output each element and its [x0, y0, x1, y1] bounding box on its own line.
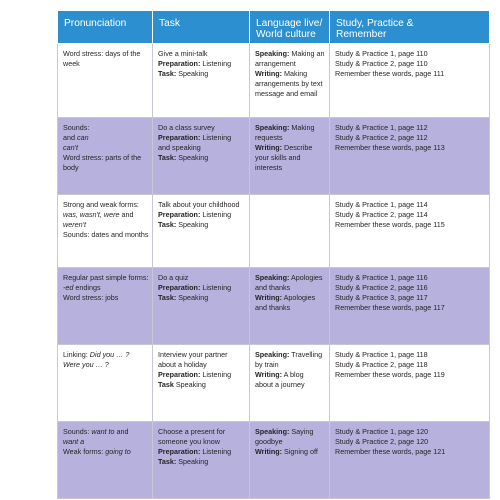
study-line — [335, 133, 484, 143]
language-text-text: Saying — [289, 427, 314, 436]
study-text-text: Remember these words, page 119 — [335, 369, 445, 379]
pronunciation-text-text: and — [63, 132, 77, 142]
study-line — [335, 427, 484, 437]
header-language-live: Language live/ World culture — [250, 11, 330, 44]
pronunciation-line — [63, 350, 147, 360]
study-text-text: Study & Practice 1, page 114 — [335, 200, 428, 209]
pronunciation-text-text: week — [63, 58, 80, 68]
table-header-row — [58, 11, 490, 44]
task-line — [158, 293, 244, 303]
task-line — [158, 447, 244, 457]
task-text-text: Listening — [200, 58, 232, 68]
cell-pronunciation — [58, 195, 153, 268]
table-row — [58, 345, 490, 422]
study-line — [335, 123, 484, 133]
language-line — [255, 143, 324, 153]
pronunciation-line — [63, 427, 147, 437]
cell-task — [153, 345, 250, 422]
cell-task — [153, 268, 250, 345]
task-bold-text: Preparation: — [158, 282, 201, 292]
pronunciation-line — [63, 360, 147, 370]
task-text-text: Speaking — [176, 68, 209, 78]
task-text-text: Talk about your childhood — [158, 200, 240, 209]
pronunciation-line — [63, 437, 147, 447]
pronunciation-text-text: body — [63, 162, 79, 172]
study-line — [335, 143, 484, 153]
language-bold-text: Writing: — [255, 446, 283, 456]
pronunciation-text-text: Sounds: — [63, 123, 90, 132]
cell-task — [153, 118, 250, 195]
language-line — [255, 380, 324, 390]
task-bold-text: Task: — [158, 152, 177, 162]
syllabus-table — [57, 10, 490, 499]
task-bold-text: Task: — [158, 292, 177, 302]
study-line — [335, 447, 484, 457]
pronunciation-text-text: Sounds: dates and months — [63, 229, 149, 239]
task-text-text: about a holiday — [158, 359, 207, 369]
language-text-text: by train — [255, 359, 279, 369]
task-line — [158, 153, 244, 163]
language-text-text: your skills and — [255, 152, 301, 162]
task-line — [158, 69, 244, 79]
header-pronunciation: Pronunciation — [58, 11, 153, 44]
language-line — [255, 79, 324, 89]
language-line — [255, 163, 324, 173]
cell-pronunciation — [58, 422, 153, 499]
table-row — [58, 118, 490, 195]
language-line — [255, 123, 324, 133]
language-line — [255, 437, 324, 447]
study-text-text: Study & Practice 2, page 120 — [335, 436, 429, 446]
study-line — [335, 293, 484, 303]
task-line — [158, 49, 244, 59]
task-bold-text: Preparation: — [158, 132, 201, 142]
task-line — [158, 370, 244, 380]
task-text-text: Interview your partner — [158, 350, 228, 359]
study-text-text: Study & Practice 2, page 118 — [335, 359, 428, 369]
study-text-text: Study & Practice 1, page 116 — [335, 273, 428, 282]
pronunciation-text2-text: and — [114, 427, 129, 436]
pronunciation-line — [63, 59, 147, 69]
language-text-text: and thanks — [255, 302, 291, 312]
pronunciation-italic-text: can — [77, 132, 89, 142]
language-bold-text: Writing: — [255, 292, 283, 302]
task-line — [158, 200, 244, 210]
cell-pronunciation — [58, 44, 153, 118]
cell-task — [153, 195, 250, 268]
language-bold-text: Speaking: — [255, 427, 290, 436]
language-text-text: arrangements by text — [255, 78, 323, 88]
pronunciation-text-text: Sounds: — [63, 427, 92, 436]
pronunciation-line — [63, 153, 147, 163]
study-line — [335, 283, 484, 293]
cell-language — [250, 118, 330, 195]
cell-language — [250, 345, 330, 422]
task-text-text: Speaking — [173, 379, 206, 389]
language-line — [255, 69, 324, 79]
language-bold-text: Speaking: — [255, 123, 290, 132]
language-text-text: Making — [289, 123, 315, 132]
cell-study — [330, 195, 490, 268]
language-bold-text: Speaking: — [255, 273, 290, 282]
task-bold-text: Preparation: — [158, 446, 201, 456]
language-text-text: Travelling — [289, 350, 323, 359]
study-text-text: Study & Practice 2, page 112 — [335, 132, 428, 142]
language-text-text: Signing off — [282, 446, 318, 456]
pronunciation-line — [63, 447, 147, 457]
pronunciation-text-text: Linking: — [63, 350, 90, 359]
language-text-text: requests — [255, 132, 283, 142]
cell-study — [330, 44, 490, 118]
table-row — [58, 422, 490, 499]
language-line — [255, 59, 324, 69]
pronunciation-italic-text: was, wasn't, were — [63, 209, 120, 219]
table-body — [58, 44, 490, 499]
language-line — [255, 89, 324, 99]
study-text-text: Study & Practice 1, page 120 — [335, 427, 429, 436]
task-text-text: Give a mini-talk — [158, 49, 208, 58]
pronunciation-line — [63, 273, 147, 283]
language-bold-text: Writing: — [255, 142, 283, 152]
table-row — [58, 195, 490, 268]
language-line — [255, 283, 324, 293]
pronunciation-italic-text: Were you … ? — [63, 359, 109, 369]
cell-pronunciation — [58, 118, 153, 195]
task-text-text: someone you know — [158, 436, 220, 446]
task-line — [158, 210, 244, 220]
pronunciation-line — [63, 230, 147, 240]
study-line — [335, 49, 484, 59]
study-text-text: Remember these words, page 113 — [335, 142, 445, 152]
language-text-text: A blog — [282, 369, 304, 379]
language-line — [255, 49, 324, 59]
task-line — [158, 133, 244, 143]
pronunciation-line — [63, 220, 147, 230]
task-bold-text: Preparation: — [158, 209, 201, 219]
language-line — [255, 447, 324, 457]
language-bold-text: Writing: — [255, 68, 283, 78]
task-bold-text: Task: — [158, 456, 177, 466]
task-line — [158, 380, 244, 390]
cell-task — [153, 44, 250, 118]
language-bold-text: Speaking: — [255, 350, 290, 359]
task-text-text: Choose a present for — [158, 427, 226, 436]
task-text-text: Listening — [200, 446, 232, 456]
study-line — [335, 220, 484, 230]
language-text-text: arrangement — [255, 58, 296, 68]
study-text-text: Study & Practice 2, page 116 — [335, 282, 428, 292]
study-text-text: Study & Practice 1, page 118 — [335, 350, 428, 359]
language-line — [255, 303, 324, 313]
pronunciation-text-text: Word stress: days of the — [63, 49, 141, 58]
pronunciation-italic-text: want a — [63, 436, 85, 446]
task-text-text: Speaking — [176, 219, 209, 229]
cell-study — [330, 422, 490, 499]
pronunciation-line — [63, 49, 147, 59]
pronunciation-italic-text: weren't — [63, 219, 86, 229]
table-row — [58, 44, 490, 118]
study-text-text: Remember these words, page 121 — [335, 446, 446, 456]
task-line — [158, 457, 244, 467]
pronunciation-text-text: Word stress: jobs — [63, 292, 119, 302]
cell-study — [330, 345, 490, 422]
pronunciation-italic-text: -ed — [63, 282, 74, 292]
pronunciation-line — [63, 143, 147, 153]
pronunciation-text-text: Regular past simple forms: — [63, 273, 149, 282]
task-line — [158, 273, 244, 283]
task-line — [158, 437, 244, 447]
language-line — [255, 427, 324, 437]
task-bold-text: Preparation: — [158, 369, 201, 379]
language-text-text: about a journey — [255, 379, 305, 389]
study-text-text: Study & Practice 1, page 112 — [335, 123, 428, 132]
task-line — [158, 360, 244, 370]
task-text-text: Listening — [200, 282, 232, 292]
study-line — [335, 200, 484, 210]
task-text-text: Listening — [200, 369, 232, 379]
language-text-text: Apologies — [289, 273, 323, 282]
language-line — [255, 293, 324, 303]
cell-pronunciation — [58, 268, 153, 345]
study-text-text: Study & Practice 3, page 117 — [335, 292, 428, 302]
task-line — [158, 123, 244, 133]
pronunciation-italic-text: can't — [63, 142, 78, 152]
header-study-practice: Study, Practice & Remember — [330, 11, 490, 44]
cell-language — [250, 268, 330, 345]
task-line — [158, 220, 244, 230]
language-text-text: Making — [282, 68, 308, 78]
study-text-text: Remember these words, page 115 — [335, 219, 445, 229]
cell-task — [153, 422, 250, 499]
task-bold-text: Task — [158, 379, 174, 389]
study-line — [335, 350, 484, 360]
language-line — [255, 360, 324, 370]
study-text-text: Study & Practice 1, page 110 — [335, 49, 428, 58]
task-bold-text: Task: — [158, 219, 177, 229]
study-line — [335, 370, 484, 380]
language-bold-text: Speaking: — [255, 49, 290, 58]
task-bold-text: Preparation: — [158, 58, 201, 68]
task-text-text: Listening — [200, 209, 232, 219]
task-line — [158, 143, 244, 153]
pronunciation-text-text: Word stress: parts of the — [63, 152, 142, 162]
pronunciation-italic-text: want to — [91, 427, 115, 436]
study-line — [335, 360, 484, 370]
study-line — [335, 69, 484, 79]
pronunciation-line — [63, 123, 147, 133]
pronunciation-italic-text: going to — [105, 446, 131, 456]
study-line — [335, 273, 484, 283]
cell-language — [250, 44, 330, 118]
study-text-text: Study & Practice 2, page 114 — [335, 209, 428, 219]
pronunciation-text-text: Strong and weak forms: — [63, 200, 139, 209]
pronunciation-italic-text: Did you … ? — [89, 350, 130, 359]
study-text-text: Remember these words, page 111 — [335, 68, 445, 78]
task-text-text: Speaking — [176, 292, 209, 302]
study-text-text: Study & Practice 2, page 110 — [335, 58, 428, 68]
cell-study — [330, 268, 490, 345]
language-text-text: Apologies — [282, 292, 316, 302]
language-text-text: Making an — [289, 49, 325, 58]
pronunciation-line — [63, 163, 147, 173]
language-line — [255, 153, 324, 163]
task-text-text: Do a class survey — [158, 123, 215, 132]
language-text-text: and thanks — [255, 282, 291, 292]
cell-language — [250, 195, 330, 268]
pronunciation-line — [63, 283, 147, 293]
study-line — [335, 303, 484, 313]
task-line — [158, 59, 244, 69]
pronunciation-text-text: and — [119, 209, 134, 219]
study-line — [335, 437, 484, 447]
task-text-text: Do a quiz — [158, 273, 189, 282]
language-line — [255, 370, 324, 380]
study-line — [335, 210, 484, 220]
language-text-text: message and email — [255, 88, 318, 98]
pronunciation-text-text: Weak forms: — [63, 446, 106, 456]
task-text-text: Speaking — [176, 152, 209, 162]
cell-study — [330, 118, 490, 195]
table-row — [58, 268, 490, 345]
language-line — [255, 350, 324, 360]
language-text-text: interests — [255, 162, 283, 172]
study-line — [335, 59, 484, 69]
pronunciation-line — [63, 210, 147, 220]
task-text-text: and speaking — [158, 142, 201, 152]
language-text-text: Describe — [282, 142, 313, 152]
pronunciation-line — [63, 293, 147, 303]
language-line — [255, 273, 324, 283]
language-text-text: goodbye — [255, 436, 283, 446]
pronunciation-text-text: endings — [73, 282, 101, 292]
task-line — [158, 350, 244, 360]
task-text-text: Speaking — [176, 456, 209, 466]
cell-pronunciation — [58, 345, 153, 422]
task-text-text: Listening — [200, 132, 232, 142]
study-text-text: Remember these words, page 117 — [335, 302, 445, 312]
cell-language — [250, 422, 330, 499]
task-bold-text: Task: — [158, 68, 177, 78]
header-task: Task — [153, 11, 250, 44]
language-line — [255, 133, 324, 143]
task-line — [158, 427, 244, 437]
task-line — [158, 283, 244, 293]
language-bold-text: Writing: — [255, 369, 283, 379]
pronunciation-line — [63, 200, 147, 210]
pronunciation-line — [63, 133, 147, 143]
